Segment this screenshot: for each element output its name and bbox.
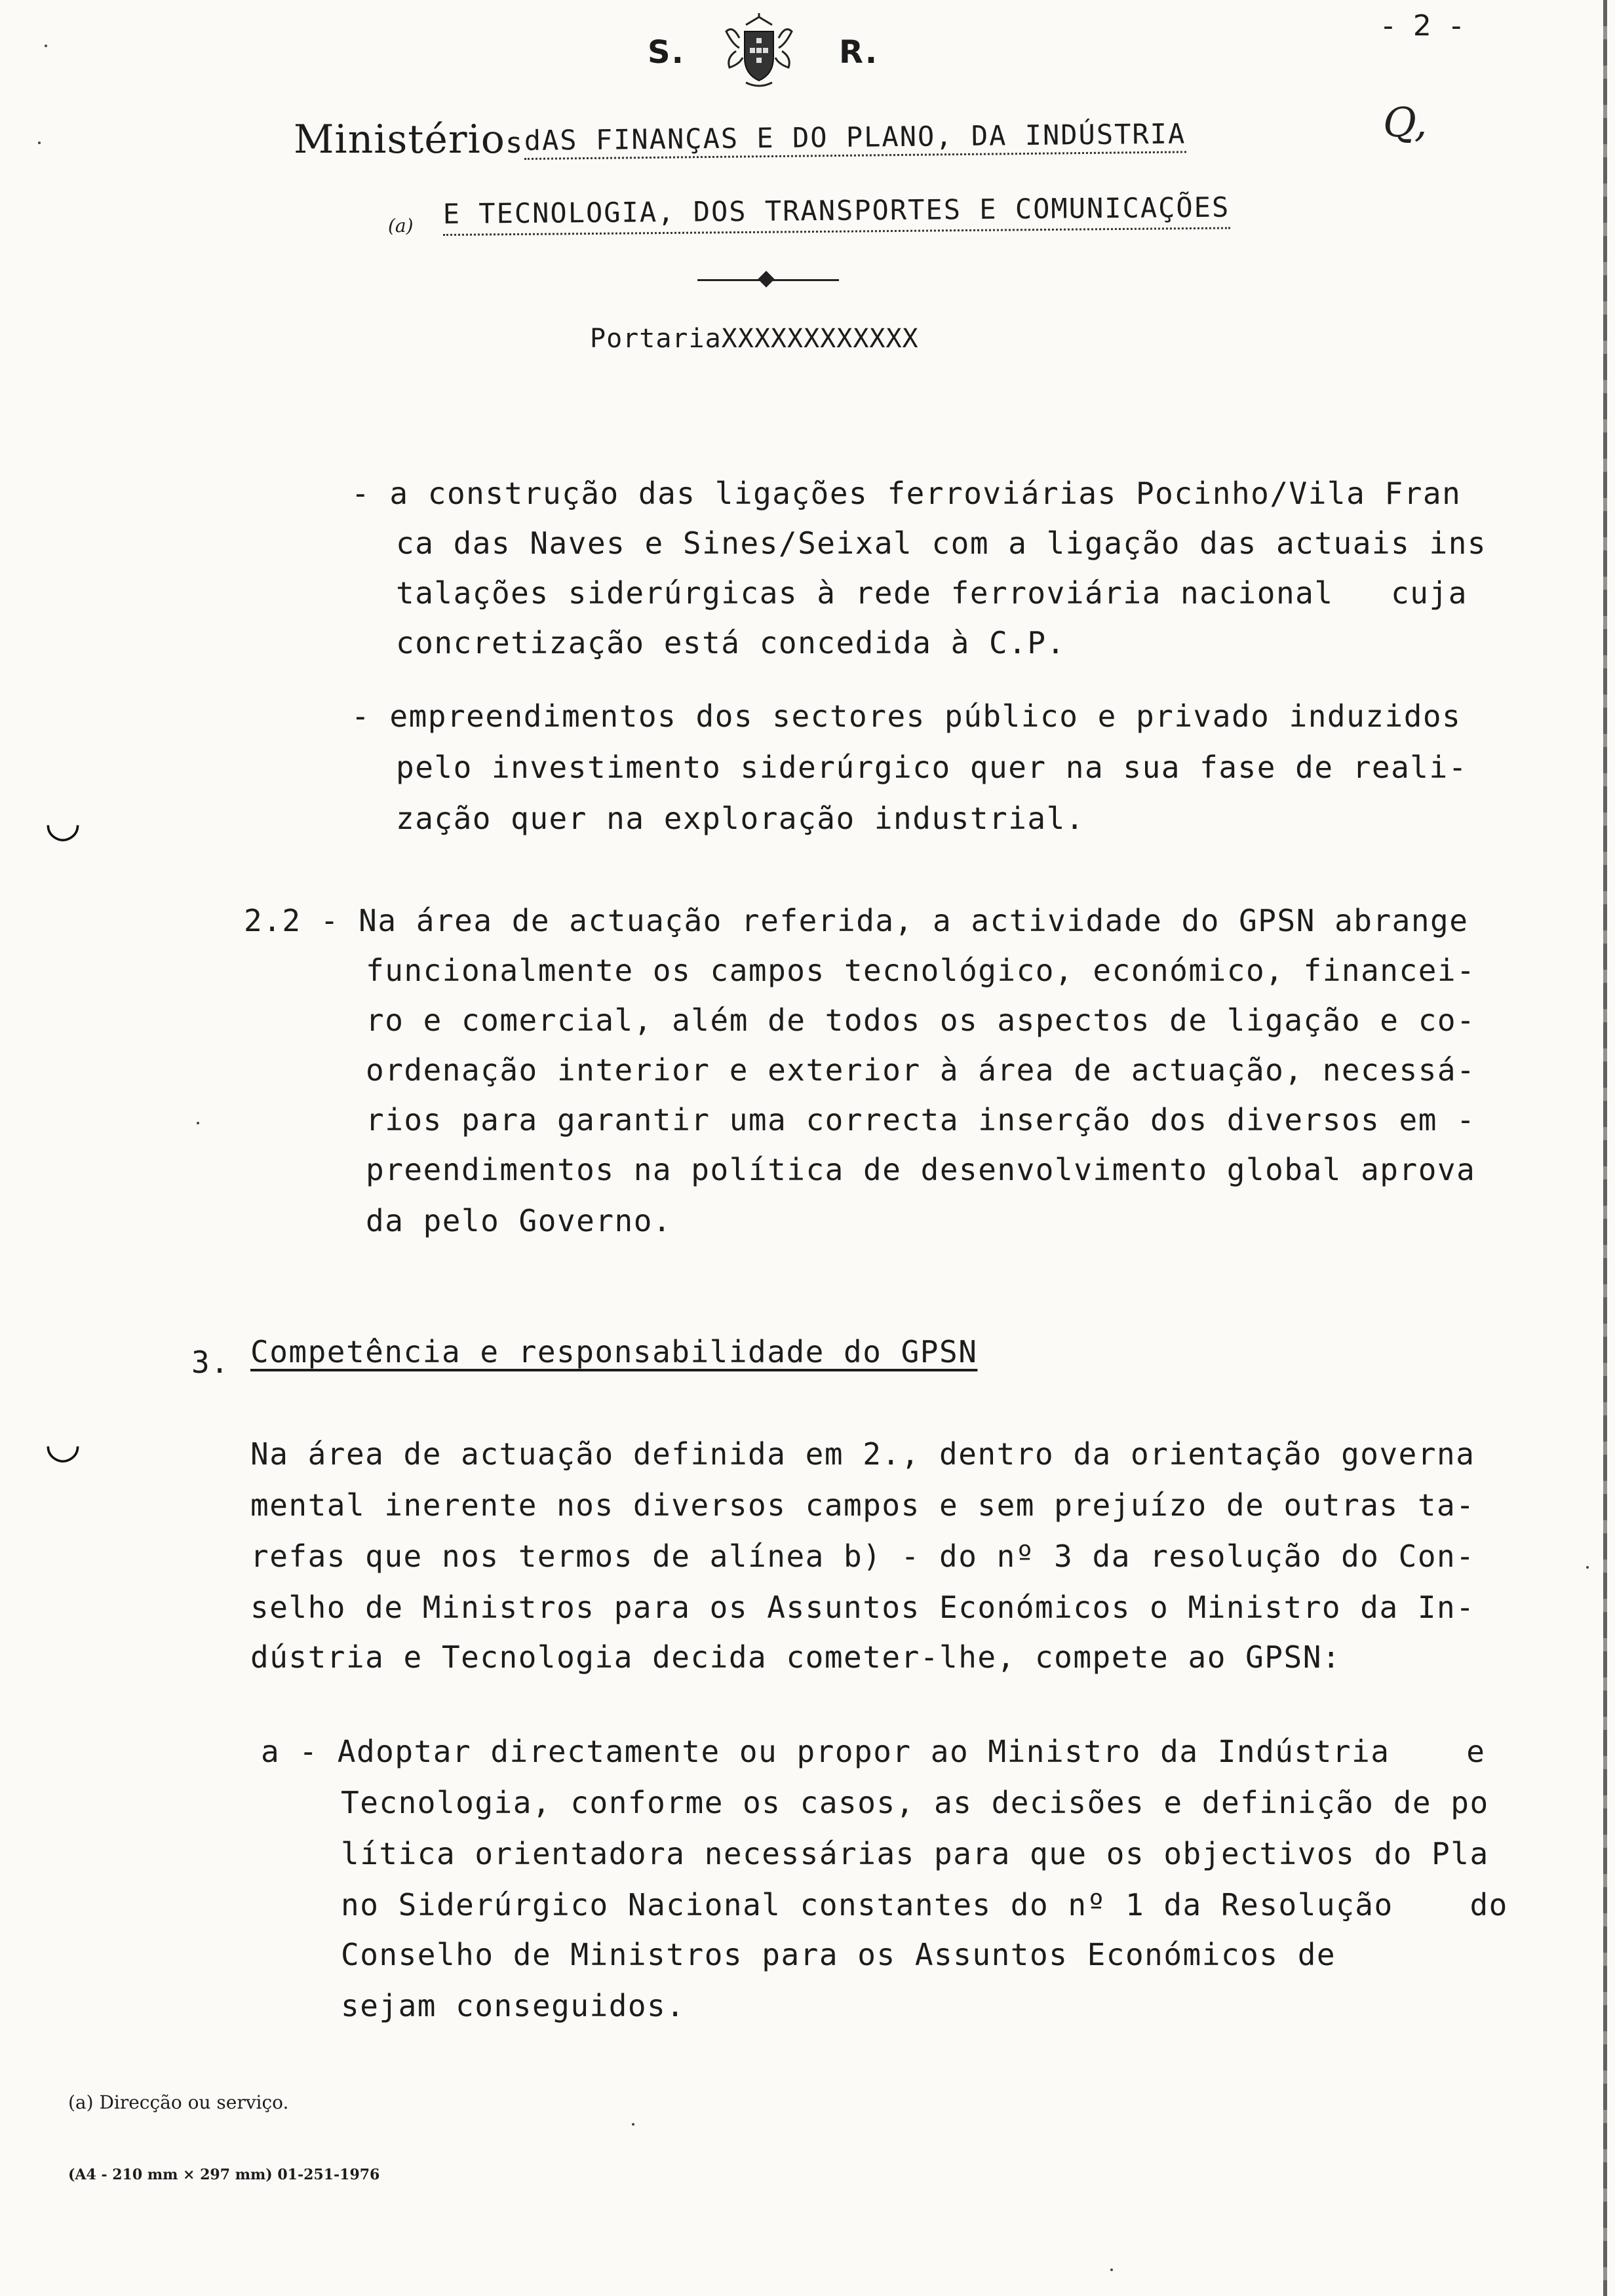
ministry-line-1: dAS FINANÇAS E DO PLANO, DA INDÚSTRIA	[524, 117, 1186, 160]
page-number: - 2 -	[1383, 9, 1467, 43]
scan-speck	[197, 1122, 199, 1124]
form-code: (A4 - 210 mm × 297 mm) 01-251-1976	[68, 2166, 380, 2183]
section-2-2-line: preendimentos na política de desenvolvimento global aprova	[366, 1152, 1476, 1187]
bullet1-line: concretização está concedida à C.P.	[396, 625, 1066, 660]
ministerio-label	[294, 117, 523, 163]
section-3-intro-line: refas que nos termos de alínea b) - do nº 3 da resolução do Con-	[250, 1539, 1475, 1574]
bullet2-line: pelo investimento siderúrgico quer na sua fase de reali-	[396, 750, 1468, 785]
bullet1-line: - a construção das ligações ferroviárias Pocinho/Vila Fran	[351, 476, 1462, 511]
scan-speck	[1110, 2268, 1113, 2271]
section-3-intro-line: selho de Ministros para os Assuntos Económicos o Ministro da In-	[250, 1590, 1475, 1625]
bullet2-line: - empreendimentos dos sectores público e privado induzidos	[351, 698, 1462, 734]
section-3-intro-line: mental inerente nos diversos campos e sem prejuízo de outras ta-	[250, 1487, 1475, 1523]
margin-bracket-mark: ◡	[45, 1419, 81, 1468]
ministry-footnote-marker: (a)	[388, 215, 414, 237]
item-a-line: no Siderúrgico Nacional constantes do nº 1 da Resolução do	[341, 1887, 1508, 1923]
scan-speck	[1586, 1566, 1589, 1569]
section-2-2-line: funcionalmente os campos tecnológico, económico, financei-	[366, 953, 1476, 988]
seal-letter-r: R.	[839, 34, 879, 71]
section-3-number: 3.	[191, 1345, 230, 1380]
ministerio-word: Ministério	[294, 117, 505, 163]
section-3-intro-line: Na área de actuação definida em 2., dentro da orientação governa	[250, 1436, 1475, 1472]
scan-speck	[38, 142, 41, 144]
coat-of-arms-icon	[720, 12, 798, 90]
seal-letter-s: S.	[648, 34, 685, 71]
section-2-2-line: rios para garantir uma correcta inserção dos diversos em -	[366, 1102, 1476, 1138]
section-3-title: Competência e responsabilidade do GPSN	[250, 1334, 978, 1369]
footnote: (a) Direcção ou serviço.	[68, 2092, 289, 2113]
section-2-2-line: da pelo Governo.	[366, 1203, 672, 1238]
page-edge-shadow	[1603, 0, 1607, 2296]
section-2-2-line: 2.2 - Na área de actuação referida, a actividade do GPSN abrange	[244, 903, 1469, 938]
ministry-line-2: E TECNOLOGIA, DOS TRANSPORTES E COMUNICAÇÕES	[442, 191, 1230, 236]
item-a-line: lítica orientadora necessárias para que os objectivos do Pla	[341, 1836, 1489, 1871]
section-2-2-line: ordenação interior e exterior à área de actuação, necessá-	[366, 1052, 1476, 1088]
divider-diamond-icon	[758, 271, 774, 287]
item-a-line: Tecnologia, conforme os casos, as decisões e definição de po	[341, 1785, 1489, 1820]
scan-speck	[45, 45, 47, 47]
bullet1-line: ca das Naves e Sines/Seixal com a ligação das actuais ins	[396, 526, 1487, 561]
ministerio-suffix: s	[505, 126, 524, 160]
scan-speck	[632, 2123, 634, 2126]
portaria-label: PortariaXXXXXXXXXXXX	[590, 324, 919, 354]
bullet2-line: zação quer na exploração industrial.	[396, 801, 1085, 836]
margin-bracket-mark: ◡	[45, 798, 81, 847]
handwritten-mark: Q,	[1383, 98, 1428, 146]
item-a-line: sejam conseguidos.	[341, 1988, 686, 2023]
item-a-line: Conselho de Ministros para os Assuntos Económicos de	[341, 1937, 1336, 1972]
section-2-2-line: ro e comercial, além de todos os aspectos de ligação e co-	[366, 1003, 1476, 1038]
item-a-line: a - Adoptar directamente ou propor ao Ministro da Indústria e	[261, 1734, 1486, 1769]
bullet1-line: talações siderúrgicas à rede ferroviária nacional cuja	[396, 575, 1468, 611]
section-3-intro-line: dústria e Tecnologia decida cometer-lhe, compete ao GPSN:	[250, 1639, 1342, 1675]
